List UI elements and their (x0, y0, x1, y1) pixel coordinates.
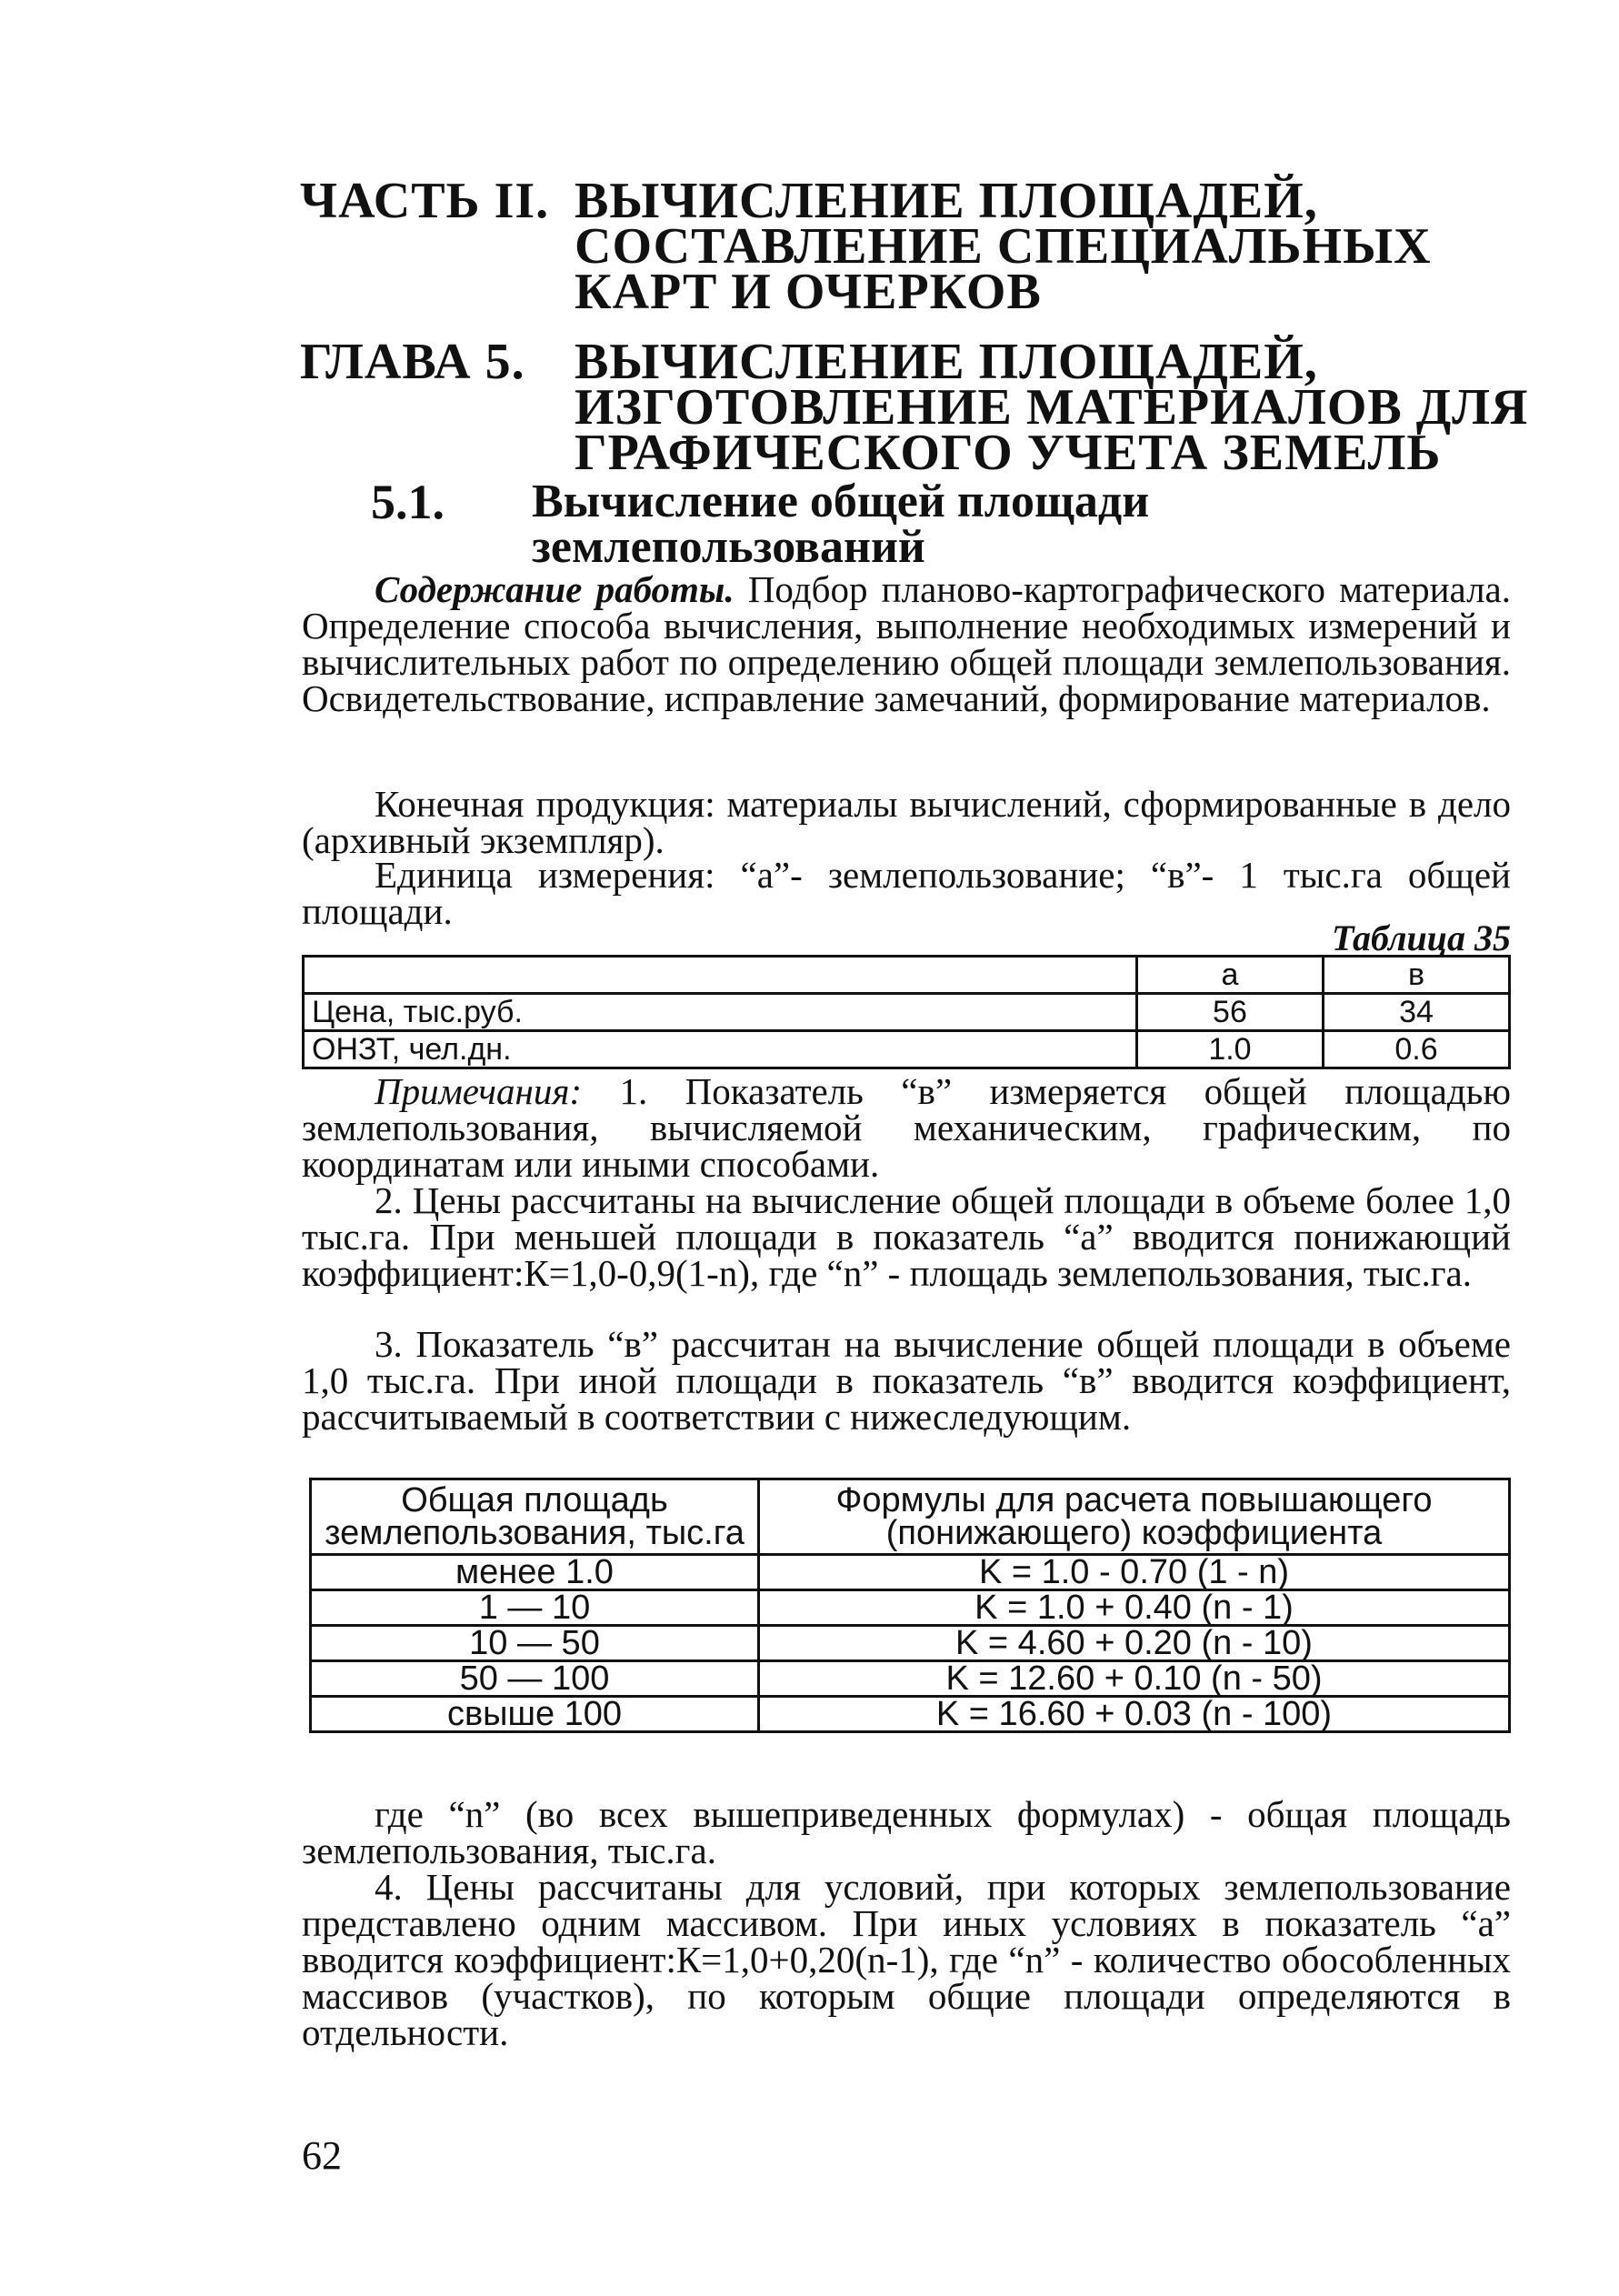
note-2: 2. Цены рассчитаны на вычисление общей площади в объеме более 1,0 тыс.га. При меньшей площади в показатель “а” вводится понижающий коэффициент:К=1,0-0,9(1-n), где “n” - площадь землепользования, тыс.га. (302, 1179, 1511, 1294)
part-title (575, 173, 1574, 320)
part-label: ЧАСТЬ II. (300, 173, 550, 229)
part-title-line: ВЫЧИСЛЕНИЕ ПЛОЩАДЕЙ, (575, 173, 1318, 229)
table-row (311, 1555, 1510, 1590)
table-cell: 34 (1323, 994, 1509, 1031)
notes-label: Примечания: (375, 1070, 583, 1112)
note-1-text: 1. Показатель “в” измеряется общей площадью землепользования, вычисляемой механическим, графическим, по координатам или иными способами. (302, 1070, 1512, 1185)
table-header-cell: а (1136, 957, 1323, 994)
table-row (304, 1031, 1510, 1068)
coefficient-table (309, 1478, 1511, 1733)
table-header-cell: Формулы для расчета повышающего (понижающего) коэффициента (759, 1479, 1510, 1555)
table-cell: 1.0 (1136, 1031, 1323, 1068)
content-of-work-paragraph (302, 568, 1512, 719)
note-4: 4. Цены рассчитаны для условий, при которых землепользование представлено одним массивом. При иных условиях в показатель “а” вводится коэффициент:К=1,0+0,20(n-1), где “n” - количество обособленных массивов (участков), по которым общие площади определяются в отдельности. (302, 1866, 1511, 2053)
table-cell: K = 4.60 + 0.20 (n - 10) (759, 1626, 1510, 1661)
table-cell: K = 12.60 + 0.10 (n - 50) (759, 1661, 1510, 1697)
table-cell: 1 — 10 (311, 1590, 759, 1626)
table-header-cell: Общая площадь землепользования, тыс.га (311, 1479, 759, 1555)
table-cell: K = 16.60 + 0.03 (n - 100) (759, 1697, 1510, 1732)
table-cell: 56 (1136, 994, 1323, 1031)
table-header-row (311, 1479, 1510, 1555)
table-cell: K = 1.0 + 0.40 (n - 1) (759, 1590, 1510, 1626)
content-of-work-text: Подбор планово-картографического материала. Определение способа вычисления, выполнение необходимых измерений и вычислительных работ по определению общей площади землепользования. Освидетельствование, исправление замечаний, формирование материалов. (302, 568, 1512, 719)
table-cell: менее 1.0 (311, 1555, 759, 1590)
chapter-title (575, 334, 1574, 481)
part-title-line: КАРТ И ОЧЕРКОВ (575, 264, 1042, 320)
after-table-paragraph: где “n” (во всех вышеприведенных формулах) - общая площадь землепользования, тыс.га. (302, 1793, 1511, 1871)
part-title-line: СОСТАВЛЕНИЕ СПЕЦИАЛЬНЫХ (575, 218, 1432, 275)
section-title-line: Вычисление общей площади (532, 476, 1150, 527)
page-number: 62 (302, 2133, 342, 2178)
chapter-title-line: ГРАФИЧЕСКОГО УЧЕТА ЗЕМЕЛЬ (575, 425, 1442, 481)
unit-of-measure-paragraph: Единица измерения: “а”- землепользование; “в”- 1 тыс.га общей площади. (302, 854, 1511, 932)
table-row (311, 1626, 1510, 1661)
table-cell: Цена, тыс.руб. (304, 994, 1137, 1031)
table-header-cell: в (1323, 957, 1509, 994)
table-cell: K = 1.0 - 0.70 (1 - n) (759, 1555, 1510, 1590)
table-cell: свыше 100 (311, 1697, 759, 1732)
content-of-work-label: Содержание работы. (375, 568, 735, 610)
chapter-label: ГЛАВА 5. (300, 334, 525, 390)
table-row (311, 1697, 1510, 1732)
table-row (311, 1661, 1510, 1697)
table-cell: 10 — 50 (311, 1626, 759, 1661)
table-header-row (304, 957, 1510, 994)
table-row (311, 1590, 1510, 1626)
chapter-title-line: ИЗГОТОВЛЕНИЕ МАТЕРИАЛОВ ДЛЯ (575, 379, 1529, 436)
note-1 (302, 1070, 1512, 1185)
final-product-paragraph: Конечная продукция: материалы вычислений, сформированные в дело (архивный экземпляр). (302, 783, 1511, 861)
section-number: 5.1. (371, 475, 445, 529)
note-3: 3. Показатель “в” рассчитан на вычисление общей площади в объеме 1,0 тыс.га. При иной площади в показатель “в” вводится коэффициент, рассчитываемый в соответствии с нижеследующим. (302, 1323, 1511, 1438)
table-caption: Таблица 35 (1332, 917, 1511, 958)
table-cell: 0.6 (1323, 1031, 1509, 1068)
table-cell: 50 — 100 (311, 1661, 759, 1697)
table-row (304, 994, 1510, 1031)
section-title-line: землепользований (532, 521, 925, 573)
table-cell: ОНЗТ, чел.дн. (304, 1031, 1137, 1068)
chapter-title-line: ВЫЧИСЛЕНИЕ ПЛОЩАДЕЙ, (575, 334, 1318, 390)
table-header-cell (304, 957, 1137, 994)
price-table (302, 955, 1511, 1069)
section-title (532, 476, 1350, 573)
